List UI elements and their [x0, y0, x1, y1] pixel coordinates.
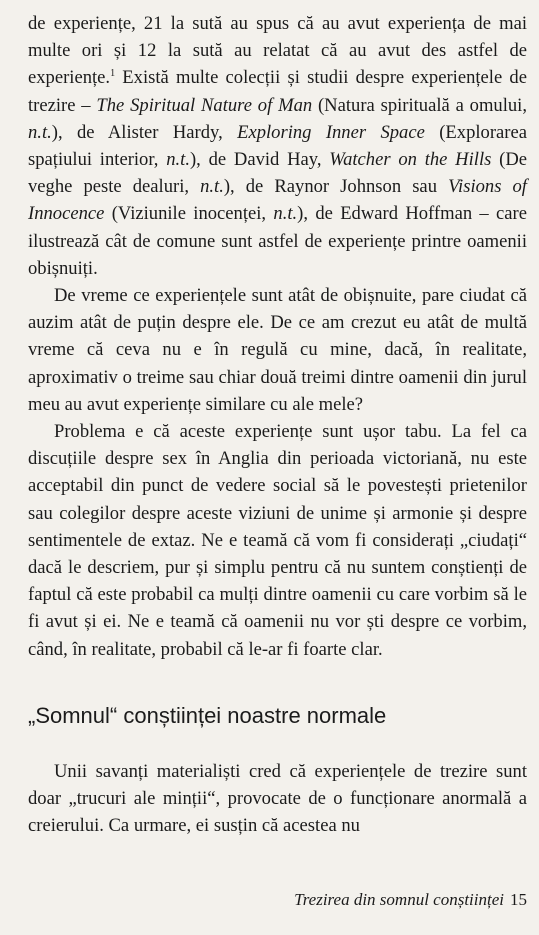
text-span: ), de Alister Hardy,: [51, 121, 238, 143]
translator-note: n.t.: [273, 203, 298, 225]
translator-note: n.t.: [28, 121, 52, 143]
section-body: [28, 758, 527, 840]
section-heading: „Somnul“ conștiinței noastre normale: [28, 703, 387, 728]
text-span: (Viziunile inocenței,: [104, 203, 274, 225]
paragraph-1: [28, 10, 527, 282]
text-span: (Natura spirituală a omului,: [312, 94, 527, 116]
text-span: ), de Edward Hoffman – care ilustrează cât de comune sunt astfel de experiențe printre oamenii obișnuiți.: [28, 203, 527, 279]
translator-note: n.t.: [200, 176, 224, 198]
book-title: Exploring Inner Space: [237, 121, 425, 143]
text-span: Există multe colecții și studii despre experiențele de trezire –: [28, 67, 527, 116]
book-title: The Spiritual Nature of Man: [96, 94, 313, 116]
book-title: Visions of Innocence: [28, 176, 527, 225]
paragraph-2: De vreme ce experiențele sunt atât de obișnuite, pare ciudat că auzim atât de puțin despre ele. De ce am crezut eu atât de multă vreme că ceva nu e în regulă cu mine, dacă, în realitate, aproximativ o treime sau chiar două treimi dintre oamenii din jurul meu au avut experiențe similare cu ale mele?: [28, 285, 527, 415]
text-span: (De veghe peste dealuri,: [28, 149, 527, 198]
page-footer: [294, 890, 527, 910]
text-span: de experiențe, 21 la sută au spus că au avut experiența de mai multe ori și 12 la sută au relatat că au avut des astfel de experiențe.: [28, 13, 527, 89]
page-number: 15: [510, 890, 527, 909]
body-text: [28, 10, 527, 663]
running-title: Trezirea din somnul conștiinței: [294, 890, 504, 909]
book-title: Watcher on the Hills: [329, 149, 492, 171]
paragraph-3: Problema e că aceste experiențe sunt ușor tabu. La fel ca discuțiile despre sex în Anglia din perioada victoriană, nu este acceptabil din punct de vedere social să le povestești prietenilor sau colegilor despre aceste viziuni de unime și armonie și despre sentimentele de extaz. Ne e teamă că vom fi considerați „ciudați“ dacă le descriem, pur și simplu pentru că nu suntem conștienți de faptul că este probabil ca mulți dintre oamenii cu care vorbim să le fi avut și ei. Ne e teamă că oamenii nu vor ști despre ce vorbim, când, în realitate, probabil că le-ar fi foarte clar.: [28, 421, 527, 660]
text-span: (Explorarea spațiului interior,: [28, 121, 527, 171]
text-span: ), de David Hay,: [189, 149, 330, 171]
translator-note: n.t.: [166, 149, 190, 171]
text-span: ), de Raynor Johnson sau: [223, 176, 449, 198]
footnote-ref: 1: [110, 68, 116, 80]
paragraph-4: Unii savanți materialiști cred că experiențele de trezire sunt doar „trucuri ale minții“, provocate de o funcționare anormală a creierului. Ca urmare, ei susțin că acestea nu: [28, 761, 527, 837]
